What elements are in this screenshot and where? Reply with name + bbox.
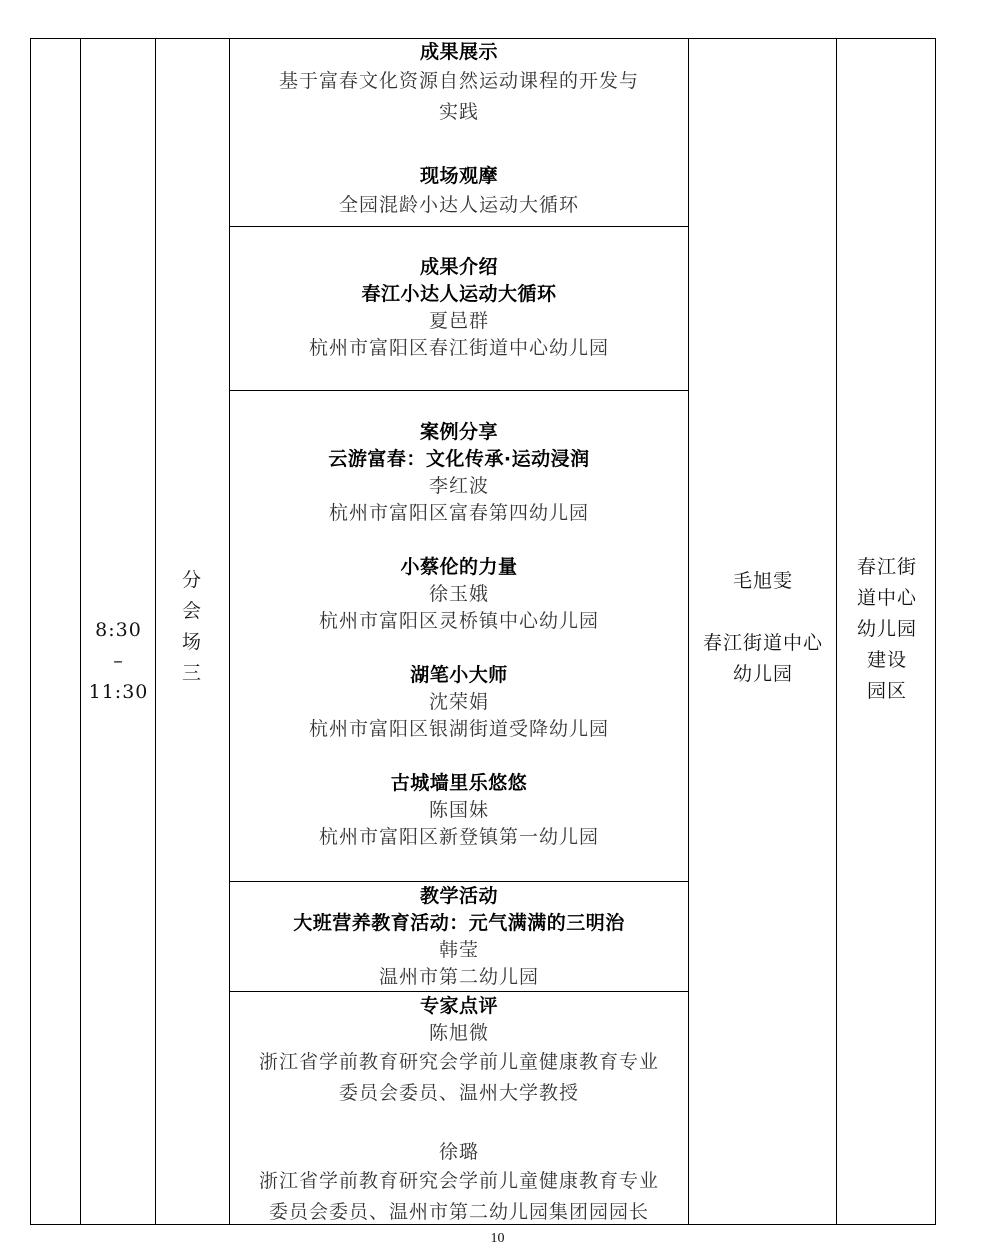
venue-cell: [157, 565, 227, 689]
section-heading: 专家点评: [419, 995, 498, 1017]
section-heading: 成果展示: [419, 41, 498, 63]
time-end: 11:30: [88, 681, 149, 703]
expert-desc: 浙江省学前教育研究会学前儿童健康教育专业: [258, 1170, 659, 1192]
section-expert-review: [231, 993, 687, 1228]
host-name: 毛旭雯: [732, 570, 793, 592]
activity-title: 大班营养教育活动：元气满满的三明治: [293, 912, 625, 934]
spacer: [231, 635, 687, 662]
section-line: 实践: [438, 101, 479, 123]
case-title: 小蔡伦的力量: [400, 556, 518, 578]
column-divider: [155, 38, 156, 1225]
row-divider: [229, 226, 689, 227]
speaker-org: 杭州市富阳区春江街道中心幼儿园: [308, 337, 609, 359]
expert-desc: 委员会委员、温州市第二幼儿园集团园园长: [268, 1201, 649, 1223]
section-teaching-activity: [231, 883, 687, 991]
section-subheading: 现场观摩: [419, 165, 498, 187]
section-achievement-display: [231, 39, 687, 221]
page-number: 10: [490, 1231, 505, 1246]
column-divider: [688, 38, 689, 1225]
column-divider: [229, 38, 230, 1225]
venue-char: 会: [181, 600, 202, 622]
speaker-name: 徐玉娥: [428, 583, 489, 605]
speaker-org: 杭州市富阳区灵桥镇中心幼儿园: [318, 610, 599, 632]
section-heading: 案例分享: [419, 421, 498, 443]
section-achievement-intro: [231, 254, 687, 362]
section-heading: 成果介绍: [419, 256, 498, 278]
column-divider: [836, 38, 837, 1225]
host-org-line: 幼儿园: [732, 663, 793, 685]
place-line: 春江街: [856, 556, 917, 578]
case-title: 云游富春：文化传承·运动浸润: [328, 448, 590, 470]
section-heading: 教学活动: [419, 885, 498, 907]
host-gap: [690, 597, 836, 628]
speaker-org: 杭州市富阳区富春第四幼儿园: [328, 502, 589, 524]
expert-name: 陈旭微: [428, 1022, 489, 1044]
speaker-name: 李红波: [428, 475, 489, 497]
row-divider: [229, 991, 689, 992]
speaker-org: 温州市第二幼儿园: [378, 966, 539, 988]
spacer: [231, 1109, 687, 1139]
place-line: 道中心: [856, 587, 917, 609]
case-title: 湖笔小大师: [410, 664, 508, 686]
host-cell: [690, 566, 836, 690]
expert-name: 徐璐: [438, 1141, 479, 1163]
section-line: 基于富春文化资源自然运动课程的开发与: [278, 70, 639, 92]
expert-desc: 委员会委员、温州大学教授: [338, 1082, 579, 1104]
section-line: 全园混龄小达人运动大循环: [338, 194, 579, 216]
speaker-name: 陈国妹: [428, 799, 489, 821]
venue-char: 场: [181, 631, 202, 653]
row-divider: [229, 390, 689, 391]
host-org-line: 春江街道中心: [702, 632, 823, 654]
place-line: 园区: [866, 680, 907, 702]
spacer: [231, 128, 687, 163]
place-cell: [838, 552, 936, 707]
speaker-name: 韩莹: [438, 939, 479, 961]
case-title: 古城墙里乐悠悠: [390, 772, 528, 794]
venue-char: 三: [181, 662, 202, 684]
expert-desc: 浙江省学前教育研究会学前儿童健康教育专业: [258, 1051, 659, 1073]
spacer: [231, 527, 687, 554]
talk-title: 春江小达人运动大循环: [361, 283, 557, 305]
place-line: 幼儿园: [856, 618, 917, 640]
time-separator: –: [113, 650, 124, 672]
speaker-org: 杭州市富阳区银湖街道受降幼儿园: [308, 718, 609, 740]
time-start: 8:30: [95, 619, 142, 641]
time-cell: [82, 615, 155, 708]
venue-char: 分: [181, 569, 202, 591]
column-divider: [80, 38, 81, 1225]
speaker-name: 夏邑群: [428, 310, 489, 332]
speaker-org: 杭州市富阳区新登镇第一幼儿园: [318, 826, 599, 848]
row-divider: [229, 881, 689, 882]
spacer: [231, 743, 687, 770]
speaker-name: 沈荣娟: [428, 691, 489, 713]
place-line: 建设: [866, 649, 907, 671]
section-case-sharing: [231, 419, 687, 851]
